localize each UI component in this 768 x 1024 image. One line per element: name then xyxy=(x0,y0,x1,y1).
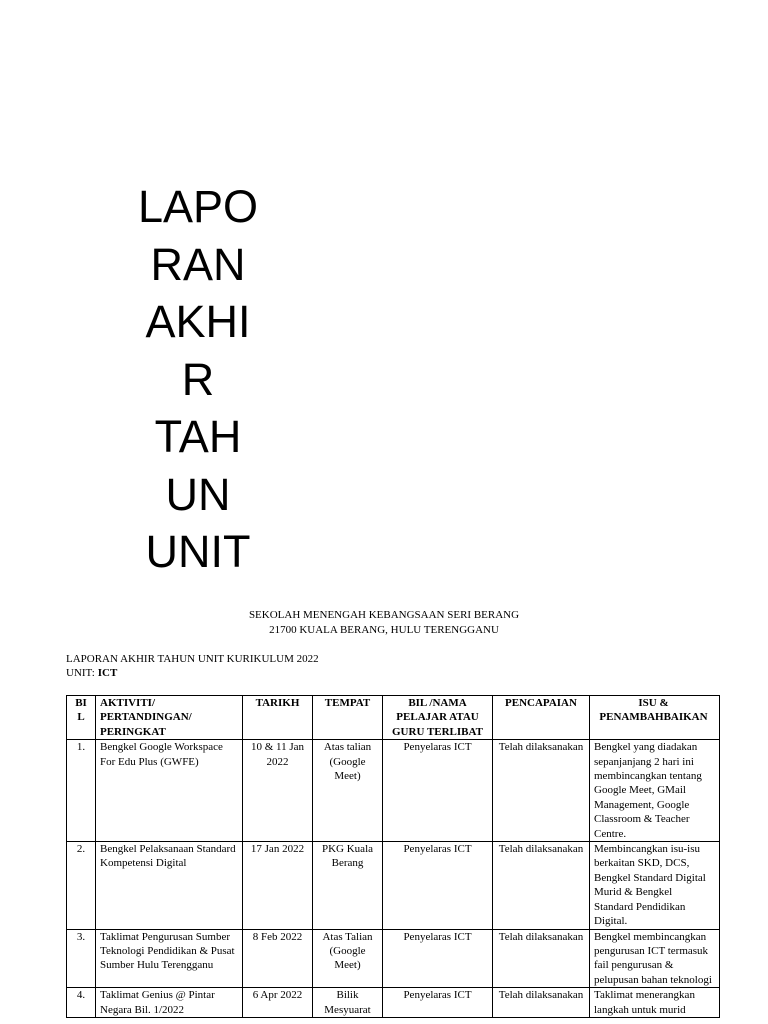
report-title: LAPORAN AKHIR TAHUN UNIT KURIKULUM 2022 xyxy=(66,653,319,665)
cell-bil-nama: Penyelaras ICT xyxy=(383,740,493,842)
cell-tempat: Bilik Mesyuarat xyxy=(313,988,383,1018)
cell-aktiviti: Bengkel Google Workspace For Edu Plus (GWFE) xyxy=(96,740,243,842)
cell-tarikh: 8 Feb 2022 xyxy=(243,929,313,988)
cell-bil-nama: Penyelaras ICT xyxy=(383,842,493,929)
cell-pencapaian: Telah dilaksanakan xyxy=(493,929,590,988)
header-isu: ISU & PENAMBAHBAIKAN xyxy=(590,696,720,740)
header-bil-nama: BIL /NAMA PELAJAR ATAU GURU TERLIBAT xyxy=(383,696,493,740)
cell-isu: Membincangkan isu-isu berkaitan SKD, DCS, Bengkel Standard Digital Murid & Bengkel Standard Pendidikan Digital. xyxy=(590,842,720,929)
cell-aktiviti: Taklimat Genius @ Pintar Negara Bil. 1/2022 xyxy=(96,988,243,1018)
school-header xyxy=(0,608,768,637)
cell-bil: 4. xyxy=(67,988,96,1018)
cell-aktiviti: Taklimat Pengurusan Sumber Teknologi Pendidikan & Pusat Sumber Hulu Terengganu xyxy=(96,929,243,988)
report-unit xyxy=(66,666,319,680)
cell-tempat: Atas Talian (Google Meet) xyxy=(313,929,383,988)
school-address: 21700 KUALA BERANG, HULU TERENGGANU xyxy=(269,623,499,636)
cell-bil: 3. xyxy=(67,929,96,988)
cell-aktiviti: Bengkel Pelaksanaan Standard Kompetensi Digital xyxy=(96,842,243,929)
cell-tarikh: 17 Jan 2022 xyxy=(243,842,313,929)
header-tempat: TEMPAT xyxy=(313,696,383,740)
report-table xyxy=(66,695,720,1018)
cell-isu: Bengkel yang diadakan sepanjanjang 2 hari ini membincangkan tentang Google Meet, GMail Management, Google Classroom & Teacher Centre. xyxy=(590,740,720,842)
cell-pencapaian: Telah dilaksanakan xyxy=(493,740,590,842)
cover-title-line: AKHI xyxy=(145,296,251,347)
cover-title-line: UNIT xyxy=(145,526,251,577)
cell-isu: Bengkel membincangkan pengurusan ICT termasuk fail pengurusan & pelupusan bahan teknologi xyxy=(590,929,720,988)
cover-title xyxy=(118,178,278,577)
cover-title-line: UN xyxy=(165,468,231,520)
table-row xyxy=(67,988,720,1018)
header-tarikh: TARIKH xyxy=(243,696,313,740)
table-row xyxy=(67,929,720,988)
table-row xyxy=(67,740,720,842)
cover-title-line: LAPO xyxy=(137,181,259,232)
unit-label: UNIT: xyxy=(66,667,95,679)
cell-bil: 1. xyxy=(67,740,96,842)
cover-title-line: R xyxy=(181,353,215,405)
cell-bil-nama: Penyelaras ICT xyxy=(383,988,493,1018)
cell-tempat: PKG Kuala Berang xyxy=(313,842,383,929)
cell-bil-nama: Penyelaras ICT xyxy=(383,929,493,988)
school-name: SEKOLAH MENENGAH KEBANGSAAN SERI BERANG xyxy=(248,609,520,621)
unit-value: ICT xyxy=(97,667,118,679)
cell-tarikh: 6 Apr 2022 xyxy=(243,988,313,1018)
cover-title-line: RAN xyxy=(150,238,246,290)
cell-pencapaian: Telah dilaksanakan xyxy=(493,842,590,929)
cell-bil: 2. xyxy=(67,842,96,929)
cover-title-line: TAH xyxy=(154,411,242,462)
cell-isu: Taklimat menerangkan langkah untuk murid xyxy=(590,988,720,1018)
cell-tempat: Atas talian (Google Meet) xyxy=(313,740,383,842)
cell-tarikh: 10 & 11 Jan 2022 xyxy=(243,740,313,842)
table-row xyxy=(67,842,720,929)
table-header-row xyxy=(67,696,720,740)
cell-pencapaian: Telah dilaksanakan xyxy=(493,988,590,1018)
header-aktiviti: AKTIVITI/ PERTANDINGAN/ PERINGKAT xyxy=(96,696,243,740)
header-pencapaian: PENCAPAIAN xyxy=(493,696,590,740)
report-meta xyxy=(66,652,319,680)
header-bil: BIL xyxy=(67,696,96,740)
